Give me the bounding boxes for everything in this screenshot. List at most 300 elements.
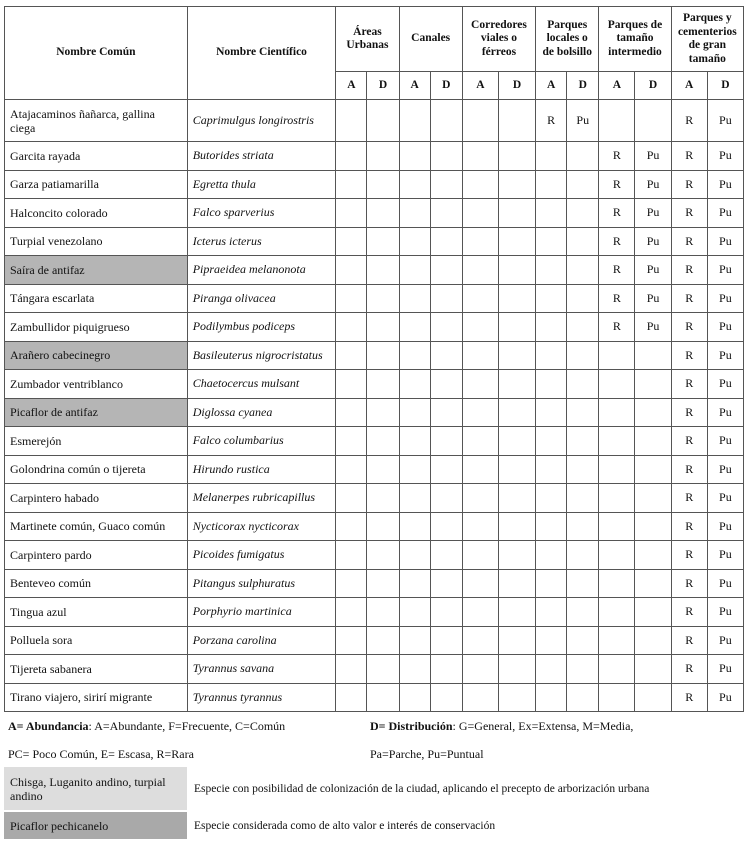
cell-abundance xyxy=(599,598,635,627)
cell-abundance: R xyxy=(671,569,707,598)
cell-distribution xyxy=(567,227,599,256)
cell-scientific-name: Piranga olivacea xyxy=(187,284,336,313)
cell-abundance xyxy=(336,142,367,171)
cell-abundance xyxy=(336,170,367,199)
cell-abundance xyxy=(599,370,635,399)
cell-scientific-name: Diglossa cyanea xyxy=(187,398,336,427)
cell-distribution xyxy=(635,100,671,142)
cell-abundance: R xyxy=(599,256,635,285)
cell-abundance xyxy=(399,427,430,456)
cell-abundance xyxy=(399,512,430,541)
table-row xyxy=(5,256,744,285)
cell-abundance xyxy=(336,227,367,256)
cell-common-name: Tirano viajero, sirirí migrante xyxy=(5,683,188,712)
cell-scientific-name: Chaetocercus mulsant xyxy=(187,370,336,399)
header-group: Parques y cementerios de gran tamaño xyxy=(671,7,743,72)
cell-distribution xyxy=(567,284,599,313)
cell-scientific-name: Hirundo rustica xyxy=(187,455,336,484)
cell-distribution xyxy=(430,398,462,427)
cell-distribution xyxy=(498,427,535,456)
cell-distribution xyxy=(635,569,671,598)
cell-abundance xyxy=(462,170,498,199)
cell-scientific-name: Caprimulgus longirostris xyxy=(187,100,336,142)
cell-scientific-name: Picoides fumigatus xyxy=(187,541,336,570)
cell-abundance xyxy=(536,256,567,285)
cell-abundance xyxy=(336,626,367,655)
table-row xyxy=(5,683,744,712)
cell-abundance xyxy=(599,541,635,570)
cell-distribution xyxy=(567,313,599,342)
cell-distribution: Pu xyxy=(635,313,671,342)
cell-common-name: Garcita rayada xyxy=(5,142,188,171)
cell-abundance xyxy=(399,683,430,712)
cell-common-name: Arañero cabecinegro xyxy=(5,341,188,370)
cell-distribution xyxy=(635,398,671,427)
cell-abundance xyxy=(399,199,430,228)
cell-abundance: R xyxy=(671,427,707,456)
cell-common-name: Tingua azul xyxy=(5,598,188,627)
cell-abundance xyxy=(399,341,430,370)
cell-distribution: Pu xyxy=(635,256,671,285)
cell-abundance xyxy=(399,284,430,313)
cell-abundance xyxy=(462,199,498,228)
cell-distribution xyxy=(430,655,462,684)
cell-abundance xyxy=(536,341,567,370)
cell-abundance xyxy=(336,256,367,285)
cell-distribution xyxy=(367,598,399,627)
cell-abundance: R xyxy=(671,199,707,228)
table-body xyxy=(5,100,744,712)
cell-abundance xyxy=(536,541,567,570)
cell-abundance xyxy=(462,427,498,456)
cell-abundance xyxy=(399,541,430,570)
cell-scientific-name: Tyrannus tyrannus xyxy=(187,683,336,712)
subheader-abundance: A xyxy=(536,72,567,100)
cell-abundance xyxy=(462,227,498,256)
cell-abundance xyxy=(399,170,430,199)
header-group: Parques de tamaño intermedio xyxy=(599,7,671,72)
subheader-distribution: D xyxy=(498,72,535,100)
cell-abundance xyxy=(462,598,498,627)
cell-abundance xyxy=(462,541,498,570)
cell-distribution: Pu xyxy=(707,569,743,598)
cell-scientific-name: Nycticorax nycticorax xyxy=(187,512,336,541)
cell-abundance xyxy=(336,284,367,313)
table-row xyxy=(5,512,744,541)
cell-abundance: R xyxy=(599,313,635,342)
subheader-abundance: A xyxy=(599,72,635,100)
header-group: Parques locales o de bolsillo xyxy=(536,7,599,72)
cell-scientific-name: Butorides striata xyxy=(187,142,336,171)
cell-distribution xyxy=(498,569,535,598)
cell-abundance xyxy=(462,683,498,712)
cell-abundance xyxy=(336,455,367,484)
cell-distribution: Pu xyxy=(635,170,671,199)
cell-common-name: Esmerejón xyxy=(5,427,188,456)
cell-distribution: Pu xyxy=(707,341,743,370)
cell-distribution: Pu xyxy=(707,284,743,313)
cell-distribution xyxy=(498,398,535,427)
cell-abundance xyxy=(536,569,567,598)
legend-abundance-text: : A=Abundante, F=Frecuente, C=Común xyxy=(88,719,286,733)
cell-abundance xyxy=(599,484,635,513)
cell-distribution xyxy=(567,256,599,285)
cell-abundance xyxy=(536,655,567,684)
cell-abundance xyxy=(599,683,635,712)
header-group: Áreas Urbanas xyxy=(336,7,399,72)
cell-distribution xyxy=(498,313,535,342)
cell-abundance xyxy=(462,512,498,541)
cell-distribution xyxy=(567,455,599,484)
cell-distribution xyxy=(498,284,535,313)
cell-abundance: R xyxy=(599,142,635,171)
cell-distribution xyxy=(367,313,399,342)
cell-distribution xyxy=(430,100,462,142)
subheader-abundance: A xyxy=(336,72,367,100)
cell-distribution xyxy=(567,341,599,370)
table-row xyxy=(5,284,744,313)
subheader-abundance: A xyxy=(671,72,707,100)
cell-distribution xyxy=(635,541,671,570)
legend-distribution-cont: Pa=Parche, Pu=Puntual xyxy=(370,747,484,761)
cell-distribution xyxy=(567,484,599,513)
cell-common-name: Picaflor de antifaz xyxy=(5,398,188,427)
cell-abundance xyxy=(462,398,498,427)
cell-scientific-name: Porzana carolina xyxy=(187,626,336,655)
cell-distribution xyxy=(567,427,599,456)
cell-scientific-name: Porphyrio martinica xyxy=(187,598,336,627)
cell-common-name: Saíra de antifaz xyxy=(5,256,188,285)
cell-abundance xyxy=(462,655,498,684)
table-row xyxy=(5,541,744,570)
cell-abundance xyxy=(399,655,430,684)
cell-distribution xyxy=(498,512,535,541)
cell-abundance xyxy=(399,398,430,427)
cell-abundance xyxy=(462,313,498,342)
cell-abundance xyxy=(536,512,567,541)
cell-distribution: Pu xyxy=(707,142,743,171)
cell-distribution xyxy=(635,484,671,513)
cell-abundance: R xyxy=(599,227,635,256)
cell-distribution: Pu xyxy=(707,598,743,627)
cell-abundance xyxy=(336,100,367,142)
cell-abundance xyxy=(599,427,635,456)
cell-abundance: R xyxy=(671,100,707,142)
cell-distribution xyxy=(367,626,399,655)
cell-distribution: Pu xyxy=(635,284,671,313)
cell-abundance xyxy=(536,284,567,313)
cell-common-name: Garza patiamarilla xyxy=(5,170,188,199)
cell-distribution: Pu xyxy=(707,170,743,199)
cell-abundance xyxy=(462,569,498,598)
cell-distribution: Pu xyxy=(707,655,743,684)
cell-distribution xyxy=(367,398,399,427)
species-table xyxy=(4,6,744,712)
cell-scientific-name: Falco columbarius xyxy=(187,427,336,456)
cell-abundance xyxy=(536,170,567,199)
cell-abundance xyxy=(399,313,430,342)
cell-distribution: Pu xyxy=(707,256,743,285)
cell-distribution xyxy=(567,142,599,171)
cell-abundance xyxy=(599,341,635,370)
cell-abundance xyxy=(336,569,367,598)
cell-distribution xyxy=(430,598,462,627)
cell-abundance: R xyxy=(671,455,707,484)
cell-abundance xyxy=(399,626,430,655)
cell-common-name: Carpintero habado xyxy=(5,484,188,513)
legend-distribution-text: : G=General, Ex=Extensa, M=Media, xyxy=(452,719,634,733)
cell-abundance xyxy=(462,484,498,513)
cell-abundance xyxy=(599,655,635,684)
cell-abundance: R xyxy=(671,227,707,256)
cell-abundance xyxy=(399,455,430,484)
cell-abundance xyxy=(336,484,367,513)
cell-common-name: Martinete común, Guaco común xyxy=(5,512,188,541)
cell-abundance: R xyxy=(671,341,707,370)
cell-abundance xyxy=(536,227,567,256)
cell-distribution xyxy=(567,541,599,570)
cell-distribution xyxy=(367,655,399,684)
cell-distribution xyxy=(367,455,399,484)
cell-scientific-name: Podilymbus podiceps xyxy=(187,313,336,342)
cell-distribution xyxy=(367,541,399,570)
cell-abundance: R xyxy=(671,655,707,684)
cell-abundance xyxy=(462,142,498,171)
table-row xyxy=(5,370,744,399)
cell-distribution xyxy=(567,598,599,627)
cell-distribution: Pu xyxy=(707,484,743,513)
cell-distribution xyxy=(635,455,671,484)
legend-distribution xyxy=(370,719,633,734)
cell-abundance: R xyxy=(671,626,707,655)
cell-distribution: Pu xyxy=(635,142,671,171)
cell-distribution xyxy=(635,598,671,627)
cell-abundance xyxy=(599,100,635,142)
cell-abundance xyxy=(536,683,567,712)
cell-distribution: Pu xyxy=(707,626,743,655)
cell-distribution xyxy=(367,569,399,598)
cell-distribution xyxy=(430,227,462,256)
cell-distribution xyxy=(430,569,462,598)
cell-distribution: Pu xyxy=(635,227,671,256)
cell-distribution xyxy=(567,569,599,598)
cell-abundance xyxy=(399,484,430,513)
legend-abundance xyxy=(8,719,285,734)
cell-distribution xyxy=(498,256,535,285)
cell-abundance: R xyxy=(671,284,707,313)
cell-distribution xyxy=(498,598,535,627)
cell-distribution xyxy=(367,256,399,285)
cell-abundance xyxy=(399,370,430,399)
cell-abundance xyxy=(336,512,367,541)
cell-abundance xyxy=(336,541,367,570)
cell-abundance: R xyxy=(671,484,707,513)
cell-distribution xyxy=(498,199,535,228)
cell-distribution xyxy=(367,170,399,199)
header-group: Corredores viales o férreos xyxy=(462,7,535,72)
cell-distribution xyxy=(498,370,535,399)
legend-abundance-label: A= Abundancia xyxy=(8,719,89,733)
cell-abundance: R xyxy=(671,398,707,427)
cell-distribution: Pu xyxy=(707,427,743,456)
cell-abundance: R xyxy=(671,512,707,541)
cell-distribution xyxy=(567,398,599,427)
cell-abundance: R xyxy=(536,100,567,142)
cell-distribution xyxy=(367,484,399,513)
cell-abundance: R xyxy=(671,170,707,199)
cell-distribution xyxy=(367,100,399,142)
cell-abundance xyxy=(336,598,367,627)
cell-distribution xyxy=(430,626,462,655)
cell-abundance xyxy=(336,683,367,712)
cell-scientific-name: Icterus icterus xyxy=(187,227,336,256)
cell-abundance xyxy=(536,142,567,171)
cell-distribution xyxy=(430,484,462,513)
cell-distribution xyxy=(430,284,462,313)
table-row xyxy=(5,227,744,256)
cell-distribution xyxy=(567,370,599,399)
cell-abundance xyxy=(336,199,367,228)
cell-abundance xyxy=(536,398,567,427)
cell-abundance xyxy=(399,598,430,627)
cell-abundance xyxy=(462,370,498,399)
cell-distribution: Pu xyxy=(707,227,743,256)
cell-abundance xyxy=(336,370,367,399)
cell-distribution xyxy=(567,655,599,684)
cell-distribution xyxy=(430,683,462,712)
cell-scientific-name: Pipraeidea melanonota xyxy=(187,256,336,285)
cell-distribution xyxy=(498,227,535,256)
cell-distribution xyxy=(430,199,462,228)
cell-distribution xyxy=(567,199,599,228)
table-row xyxy=(5,341,744,370)
cell-abundance xyxy=(462,256,498,285)
cell-abundance xyxy=(599,455,635,484)
table-row xyxy=(5,598,744,627)
cell-distribution xyxy=(367,683,399,712)
cell-common-name: Zambullidor piquigrueso xyxy=(5,313,188,342)
legend-swatch-conservation: Picaflor pechicanelo xyxy=(4,812,187,839)
cell-distribution xyxy=(498,142,535,171)
cell-scientific-name: Pitangus sulphuratus xyxy=(187,569,336,598)
cell-distribution xyxy=(567,626,599,655)
cell-common-name: Atajacaminos ñañarca, gallina ciega xyxy=(5,100,188,142)
cell-distribution xyxy=(498,100,535,142)
cell-distribution: Pu xyxy=(707,541,743,570)
cell-distribution: Pu xyxy=(567,100,599,142)
cell-abundance xyxy=(599,398,635,427)
subheader-distribution: D xyxy=(635,72,671,100)
cell-distribution xyxy=(498,341,535,370)
cell-abundance xyxy=(399,569,430,598)
cell-distribution: Pu xyxy=(707,512,743,541)
cell-distribution xyxy=(430,313,462,342)
cell-distribution xyxy=(498,455,535,484)
cell-distribution xyxy=(430,427,462,456)
cell-distribution xyxy=(498,170,535,199)
legend-swatch-conservation-desc: Especie considerada como de alto valor e interés de conservación xyxy=(194,820,496,832)
header-scientific-name: Nombre Científico xyxy=(187,7,336,100)
cell-abundance xyxy=(599,626,635,655)
header-common-name: Nombre Común xyxy=(5,7,188,100)
subheader-abundance: A xyxy=(399,72,430,100)
cell-distribution xyxy=(635,683,671,712)
cell-common-name: Zumbador ventriblanco xyxy=(5,370,188,399)
table-row xyxy=(5,199,744,228)
cell-abundance: R xyxy=(599,199,635,228)
cell-distribution xyxy=(635,626,671,655)
header-group: Canales xyxy=(399,7,462,72)
cell-abundance xyxy=(399,142,430,171)
table-row xyxy=(5,626,744,655)
cell-distribution xyxy=(367,284,399,313)
cell-abundance xyxy=(599,569,635,598)
cell-scientific-name: Melanerpes rubricapillus xyxy=(187,484,336,513)
cell-distribution xyxy=(430,512,462,541)
cell-abundance xyxy=(462,100,498,142)
table-row xyxy=(5,170,744,199)
subheader-distribution: D xyxy=(707,72,743,100)
table-row xyxy=(5,455,744,484)
cell-distribution xyxy=(430,142,462,171)
cell-abundance xyxy=(462,455,498,484)
cell-common-name: Benteveo común xyxy=(5,569,188,598)
cell-abundance xyxy=(599,512,635,541)
cell-abundance xyxy=(336,398,367,427)
cell-distribution xyxy=(367,142,399,171)
cell-distribution xyxy=(367,427,399,456)
cell-distribution: Pu xyxy=(707,398,743,427)
cell-distribution xyxy=(367,227,399,256)
cell-abundance xyxy=(399,256,430,285)
cell-abundance xyxy=(536,484,567,513)
subheader-distribution: D xyxy=(367,72,399,100)
table-row xyxy=(5,484,744,513)
cell-abundance xyxy=(462,341,498,370)
cell-abundance xyxy=(462,284,498,313)
table-row xyxy=(5,142,744,171)
cell-abundance xyxy=(536,313,567,342)
table-row xyxy=(5,569,744,598)
cell-abundance xyxy=(536,626,567,655)
cell-abundance: R xyxy=(671,598,707,627)
cell-common-name: Tángara escarlata xyxy=(5,284,188,313)
cell-distribution xyxy=(430,541,462,570)
cell-abundance: R xyxy=(671,313,707,342)
table-row xyxy=(5,398,744,427)
legend-distribution-label: D= Distribución xyxy=(370,719,453,733)
cell-abundance: R xyxy=(671,142,707,171)
cell-distribution xyxy=(430,341,462,370)
subheader-distribution: D xyxy=(567,72,599,100)
cell-abundance xyxy=(336,341,367,370)
cell-distribution xyxy=(635,341,671,370)
cell-common-name: Tijereta sabanera xyxy=(5,655,188,684)
cell-distribution: Pu xyxy=(635,199,671,228)
cell-abundance xyxy=(399,227,430,256)
cell-distribution: Pu xyxy=(707,100,743,142)
cell-abundance: R xyxy=(671,370,707,399)
cell-common-name: Golondrina común o tijereta xyxy=(5,455,188,484)
cell-distribution xyxy=(367,512,399,541)
cell-distribution xyxy=(498,683,535,712)
table-row xyxy=(5,655,744,684)
cell-common-name: Halconcito colorado xyxy=(5,199,188,228)
legend-swatch-colonization: Chisga, Luganito andino, turpial andino xyxy=(4,767,187,810)
cell-distribution xyxy=(498,541,535,570)
cell-abundance: R xyxy=(671,683,707,712)
cell-distribution xyxy=(567,512,599,541)
